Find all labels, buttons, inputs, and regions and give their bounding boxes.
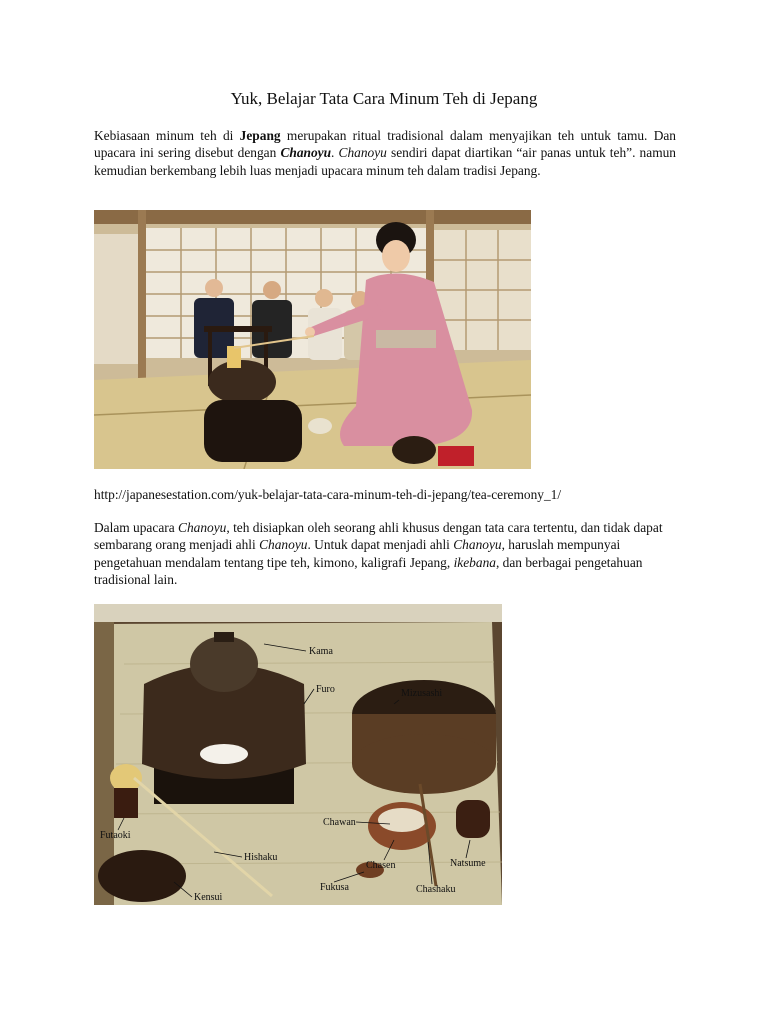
- label-furo: Furo: [316, 684, 335, 695]
- tea-utensils-photo: [94, 604, 502, 905]
- label-fukusa: Fukusa: [320, 882, 349, 893]
- chanoyu-paragraph: Dalam upacara Chanoyu, teh disiapkan oleh seorang ahli khusus dengan tata cara tertentu, dan tidak dapat sembarang orang menjadi ahli Chanoyu. Untuk dapat menjadi ahli Chanoyu, haruslah mempunyai pengetahuan mendalam tentang tipe teh, kimono, kaligrafi Jepang, ikebana, dan berbagai pengetahuan tradisional lain.: [94, 520, 663, 588]
- document-title: Yuk, Belajar Tata Cara Minum Teh di Jepang: [230, 89, 538, 108]
- label-hishaku: Hishaku: [244, 852, 278, 863]
- label-kensui: Kensui: [194, 892, 223, 903]
- label-chawan: Chawan: [323, 817, 356, 828]
- label-chasen: Chasen: [366, 860, 396, 871]
- label-kama: Kama: [309, 646, 333, 657]
- label-futaoki: Futaoki: [100, 830, 131, 841]
- tea-ceremony-photo: [94, 210, 531, 469]
- source-link[interactable]: http://japanesestation.com/yuk-belajar-tata-cara-minum-teh-di-jepang/tea-ceremony_1/: [94, 487, 562, 502]
- label-natsume: Natsume: [450, 858, 486, 869]
- label-mizusashi: Mizusashi: [401, 688, 443, 699]
- intro-paragraph: Kebiasaan minum teh di Jepang merupakan ritual tradisional dalam menyajikan teh untuk tamu. Dan upacara ini sering disebut dengan Chanoyu. Chanoyu sendiri dapat diartikan “air panas untuk teh”. namun kemudian berkembang lebih luas menjadi upacara minum teh dalam tradisi Jepang.: [94, 128, 677, 178]
- label-chashaku: Chashaku: [416, 884, 456, 895]
